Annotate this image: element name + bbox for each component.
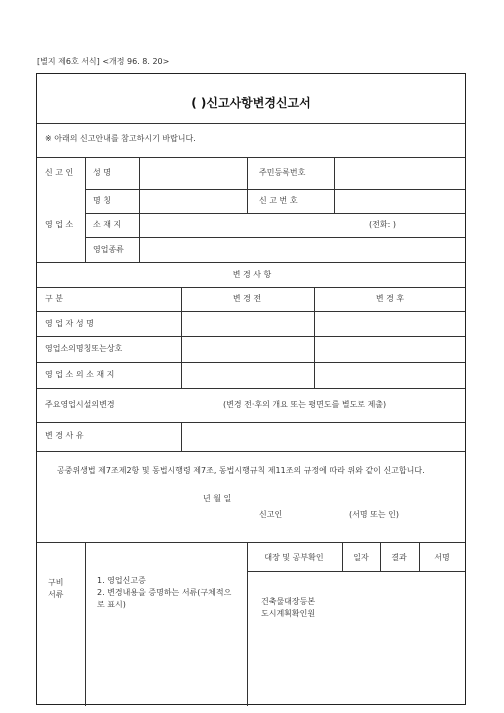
rule <box>37 336 465 337</box>
rule <box>181 422 182 451</box>
changes-section-label: 변 경 사 항 <box>232 270 272 279</box>
rule <box>37 542 465 543</box>
date-line: 년 월 일 <box>203 494 232 503</box>
business-type-label: 영업종류 <box>93 245 124 254</box>
rule <box>247 542 248 706</box>
rule <box>37 388 465 389</box>
change-row-operator-name: 영 업 자 성 명 <box>45 319 94 328</box>
rule <box>37 123 465 124</box>
attachment-item-2-cont: 로 표시) <box>97 600 126 609</box>
confirm-header: 대장 및 공부확인 <box>264 553 324 562</box>
rule <box>85 542 86 706</box>
attachments-label-1: 구비 <box>48 578 64 587</box>
signature-label: (서명 또는 인) <box>349 510 399 519</box>
resident-number-label: 주민등록번호 <box>259 168 306 177</box>
address-label: 소 재 지 <box>93 220 122 229</box>
after-header: 변 경 후 <box>375 294 405 303</box>
category-header: 구 분 <box>45 294 63 303</box>
form-title: ( )신고사항변경신고서 <box>191 96 311 110</box>
date-header: 일자 <box>353 553 369 562</box>
rule <box>37 262 465 263</box>
rule <box>37 311 465 312</box>
rule <box>342 542 343 571</box>
rule <box>334 189 335 213</box>
form-reference: [별지 제6호 서식] <개정 96. 8. 20> <box>37 57 170 66</box>
rule <box>85 237 465 238</box>
rule <box>419 542 420 571</box>
rule <box>314 287 315 388</box>
business-name-label: 명 칭 <box>93 196 111 205</box>
change-row-reason: 변 경 사 유 <box>45 431 84 440</box>
rule <box>37 157 465 158</box>
change-row-address: 영 업 소 의 소 재 지 <box>45 370 115 379</box>
attachments-label-2: 서류 <box>48 590 64 599</box>
rule <box>37 287 465 288</box>
rule <box>380 542 381 571</box>
business-label: 영 업 소 <box>45 220 74 229</box>
rule <box>247 571 465 572</box>
form-frame <box>36 73 466 705</box>
urban-plan-certificate: 도시계획확인원 <box>261 609 316 618</box>
rule <box>247 189 248 213</box>
rule <box>85 157 86 262</box>
result-header: 결과 <box>391 553 407 562</box>
rule <box>37 362 465 363</box>
statement-text: 공중위생법 제7조제2항 및 동법시행령 제7조, 동법시행규칙 제11조의 규정에 따라 위와 같이 신고합니다. <box>57 466 425 475</box>
rule <box>334 157 335 189</box>
phone-label: (전화: ) <box>369 220 396 229</box>
change-row-business-name: 영업소의명칭또는상호 <box>45 344 123 353</box>
guide-note: ※ 아래의 신고안내를 참고하시기 바랍니다. <box>45 134 196 143</box>
facility-note: (변경 전·후의 개요 또는 평면도를 별도로 제출) <box>223 400 387 409</box>
reporter-label: 신 고 인 <box>45 168 74 177</box>
attachment-item-1: 1. 영업신고증 <box>97 576 146 585</box>
report-number-label: 신 고 번 호 <box>259 196 298 205</box>
rule <box>181 287 182 388</box>
building-ledger: 건축물대장등본 <box>261 597 316 606</box>
rule <box>85 213 465 214</box>
rule <box>139 157 140 262</box>
change-row-facility: 주요영업시설의변경 <box>45 400 115 409</box>
attachment-item-2: 2. 변경내용을 증명하는 서류(구체적으 <box>97 588 232 597</box>
before-header: 변 경 전 <box>232 294 262 303</box>
name-label: 성 명 <box>93 168 111 177</box>
sign-header: 서명 <box>434 553 450 562</box>
rule <box>37 451 465 452</box>
rule <box>37 422 465 423</box>
rule <box>247 157 248 189</box>
rule <box>85 189 465 190</box>
signer-label: 신고인 <box>259 510 283 519</box>
